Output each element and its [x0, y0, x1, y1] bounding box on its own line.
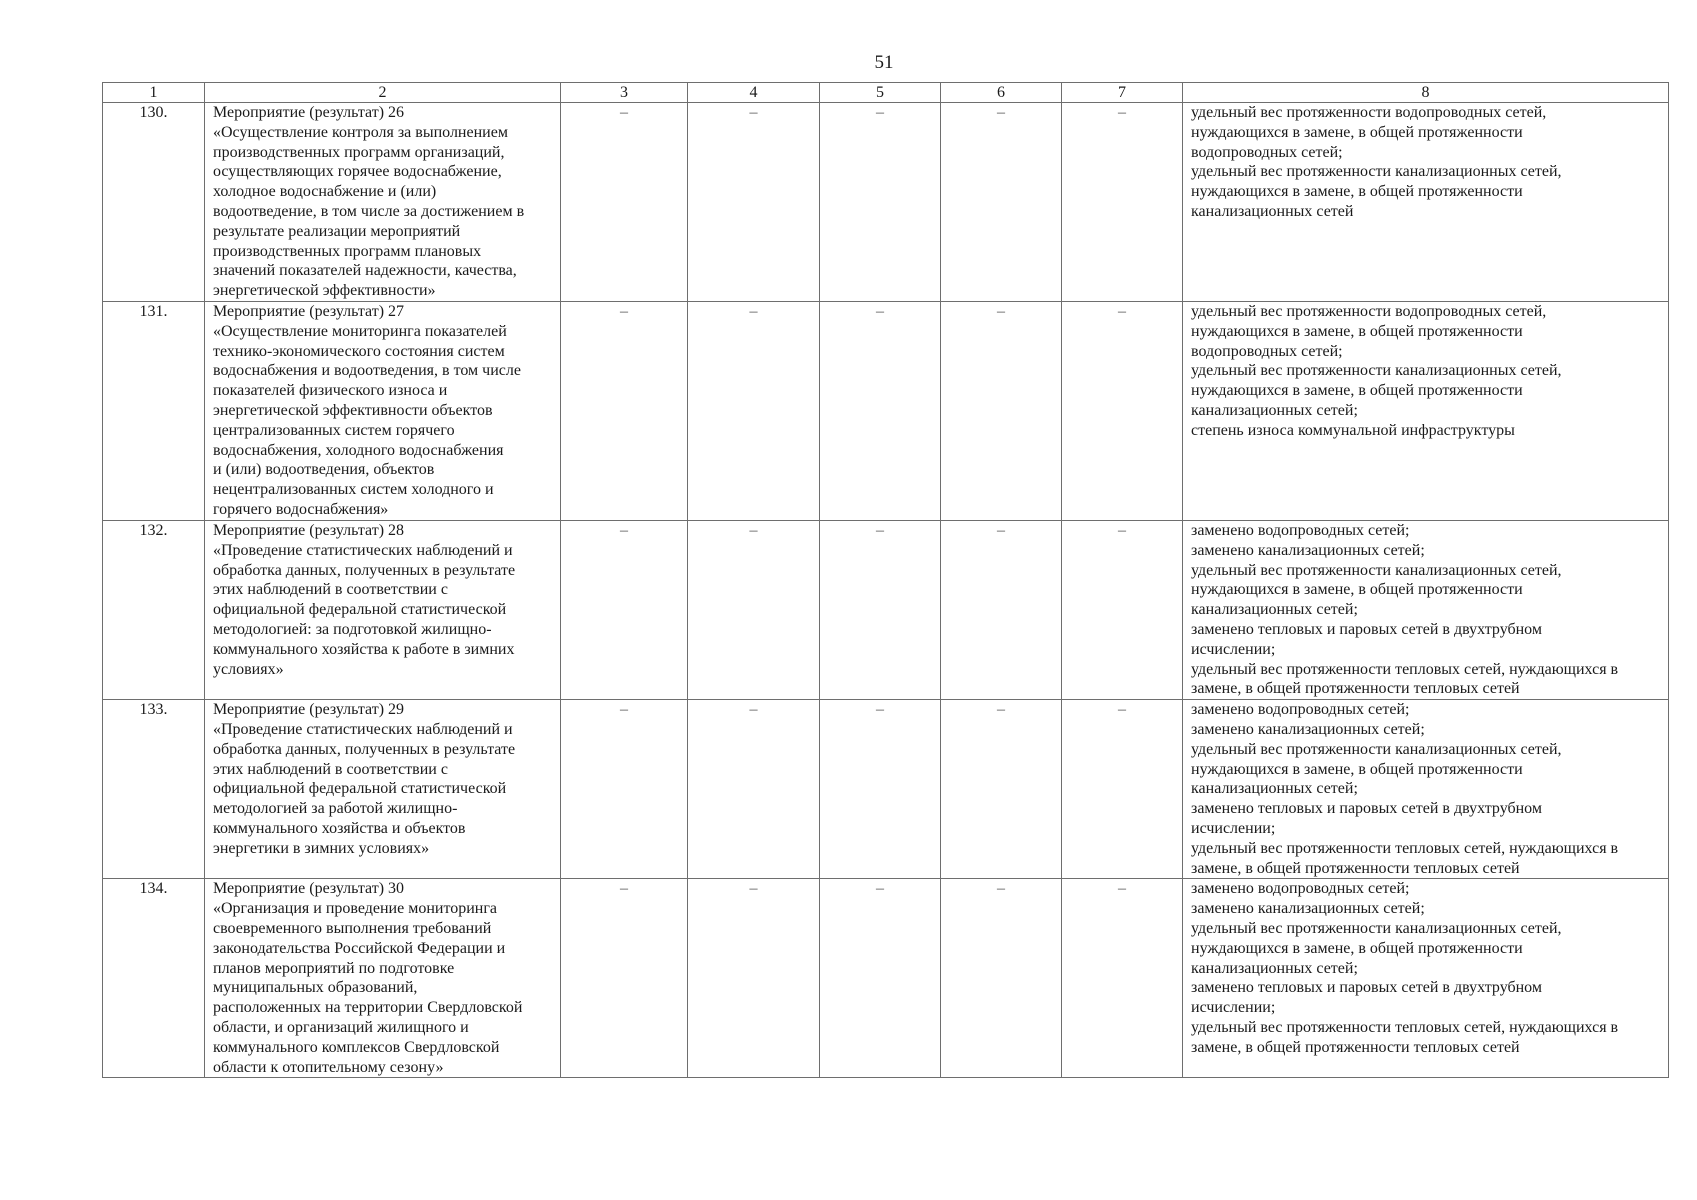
desc-line: коммунального хозяйства к работе в зимних: [213, 640, 515, 658]
desc-line: законодательства Российской Федерации и: [213, 939, 506, 957]
desc-line: обработка данных, полученных в результате: [213, 561, 516, 579]
desc-line: энергетики в зимних условиях»: [213, 839, 430, 857]
table-row: [103, 521, 1669, 700]
desc-line: энергетической эффективности объектов: [213, 401, 493, 419]
indicator-line: удельный вес протяженности тепловых сетей, нуждающихся в: [1191, 1018, 1619, 1036]
dash-cell: –: [820, 879, 941, 1078]
indicator-line: удельный вес протяженности тепловых сетей, нуждающихся в: [1191, 839, 1619, 857]
indicator-line: удельный вес протяженности канализационных сетей,: [1191, 163, 1562, 181]
desc-line: нецентрализованных систем холодного и: [213, 481, 494, 499]
indicator-line: исчислении;: [1191, 640, 1276, 658]
desc-line: значений показателей надежности, качества,: [213, 262, 517, 280]
indicators-cell: [1183, 879, 1669, 1078]
desc-line: Мероприятие (результат) 28: [213, 522, 405, 539]
desc-line: «Осуществление мониторинга показателей: [213, 322, 507, 340]
dash-cell: –: [1062, 521, 1183, 700]
indicator-line: заменено водопроводных сетей;: [1191, 701, 1410, 719]
dash-cell: –: [941, 700, 1062, 879]
desc-line: коммунального хозяйства и объектов: [213, 819, 466, 837]
indicator-line: водопроводных сетей;: [1191, 143, 1343, 161]
dash-cell: –: [1062, 700, 1183, 879]
indicators-cell: [1183, 302, 1669, 521]
indicator-line: нуждающихся в замене, в общей протяженности: [1191, 581, 1523, 599]
header-row: [103, 83, 1669, 103]
desc-line: методологией: за подготовкой жилищно-: [213, 620, 492, 638]
indicator-line: удельный вес протяженности канализационных сетей,: [1191, 362, 1562, 380]
column-header: 2: [205, 83, 561, 103]
desc-line: области, и организаций жилищного и: [213, 1018, 469, 1036]
indicator-line: водопроводных сетей;: [1191, 342, 1343, 360]
desc-line: горячего водоснабжения»: [213, 500, 389, 518]
indicator-line: заменено водопроводных сетей;: [1191, 522, 1410, 539]
dash-cell: –: [688, 103, 820, 302]
desc-line: этих наблюдений в соответствии с: [213, 760, 448, 778]
measure-description: [205, 103, 561, 302]
dash-cell: –: [820, 700, 941, 879]
indicator-line: замене, в общей протяженности тепловых сетей: [1191, 1038, 1520, 1056]
indicators-cell: [1183, 103, 1669, 302]
column-header: 5: [820, 83, 941, 103]
measures-table: [102, 82, 1669, 1078]
dash-cell: –: [688, 521, 820, 700]
dash-cell: –: [561, 521, 688, 700]
indicator-line: удельный вес протяженности тепловых сетей, нуждающихся в: [1191, 660, 1619, 678]
dash-cell: –: [688, 879, 820, 1078]
indicator-line: удельный вес протяженности канализационных сетей,: [1191, 740, 1562, 758]
indicator-line: заменено водопроводных сетей;: [1191, 880, 1410, 898]
dash-cell: –: [561, 103, 688, 302]
dash-cell: –: [1062, 103, 1183, 302]
indicator-line: удельный вес протяженности водопроводных сетей,: [1191, 104, 1547, 121]
desc-line: водоснабжения, холодного водоснабжения: [213, 441, 504, 459]
column-header: 4: [688, 83, 820, 103]
measure-description: [205, 302, 561, 521]
desc-line: официальной федеральной статистической: [213, 780, 507, 798]
desc-line: методологией за работой жилищно-: [213, 800, 458, 818]
indicator-line: замене, в общей протяженности тепловых сетей: [1191, 680, 1520, 698]
page-number: 51: [874, 52, 894, 73]
desc-line: «Организация и проведение мониторинга: [213, 900, 498, 918]
indicators-cell: [1183, 700, 1669, 879]
desc-line: «Проведение статистических наблюдений и: [213, 541, 513, 559]
dash-cell: –: [561, 879, 688, 1078]
dash-cell: –: [941, 302, 1062, 521]
indicator-line: исчислении;: [1191, 819, 1276, 837]
desc-line: муниципальных образований,: [213, 979, 418, 997]
dash-cell: –: [820, 521, 941, 700]
desc-line: производственных программ плановых: [213, 242, 482, 260]
dash-cell: –: [561, 302, 688, 521]
dash-cell: –: [941, 521, 1062, 700]
dash-cell: –: [1062, 879, 1183, 1078]
desc-line: официальной федеральной статистической: [213, 601, 507, 619]
indicator-line: заменено тепловых и паровых сетей в двухтрубном: [1191, 979, 1542, 997]
desc-line: обработка данных, полученных в результате: [213, 740, 516, 758]
column-header: 7: [1062, 83, 1183, 103]
desc-line: осуществляющих горячее водоснабжение,: [213, 163, 502, 181]
indicator-line: канализационных сетей: [1191, 202, 1354, 220]
column-header: 1: [103, 83, 205, 103]
desc-line: Мероприятие (результат) 29: [213, 701, 405, 719]
indicator-line: канализационных сетей;: [1191, 401, 1358, 419]
desc-line: условиях»: [213, 660, 284, 678]
indicators-cell: [1183, 521, 1669, 700]
indicator-line: канализационных сетей;: [1191, 601, 1358, 619]
desc-line: расположенных на территории Свердловской: [213, 999, 523, 1017]
desc-line: и (или) водоотведения, объектов: [213, 461, 435, 479]
indicator-line: канализационных сетей;: [1191, 959, 1358, 977]
indicator-line: степень износа коммунальной инфраструктуры: [1191, 421, 1515, 439]
dash-cell: –: [941, 879, 1062, 1078]
desc-line: результате реализации мероприятий: [213, 222, 461, 240]
column-header: 3: [561, 83, 688, 103]
measure-description: [205, 521, 561, 700]
desc-line: показателей физического износа и: [213, 382, 448, 400]
indicator-line: канализационных сетей;: [1191, 780, 1358, 798]
desc-line: планов мероприятий по подготовке: [213, 959, 455, 977]
indicator-line: заменено тепловых и паровых сетей в двухтрубном: [1191, 800, 1542, 818]
dash-cell: –: [820, 103, 941, 302]
indicator-line: нуждающихся в замене, в общей протяженности: [1191, 183, 1523, 201]
indicator-line: удельный вес протяженности водопроводных сетей,: [1191, 303, 1547, 320]
desc-line: Мероприятие (результат) 30: [213, 880, 405, 898]
indicator-line: нуждающихся в замене, в общей протяженности: [1191, 322, 1523, 340]
desc-line: энергетической эффективности»: [213, 282, 436, 300]
dash-cell: –: [688, 700, 820, 879]
indicator-line: заменено канализационных сетей;: [1191, 541, 1425, 559]
table-row: [103, 700, 1669, 879]
column-header: 8: [1183, 83, 1669, 103]
row-number: 130.: [103, 103, 205, 302]
indicator-line: удельный вес протяженности канализационных сетей,: [1191, 561, 1562, 579]
desc-line: коммунального комплексов Свердловской: [213, 1038, 500, 1056]
desc-line: Мероприятие (результат) 26: [213, 104, 405, 121]
table-row: [103, 302, 1669, 521]
indicator-line: заменено канализационных сетей;: [1191, 900, 1425, 918]
dash-cell: –: [561, 700, 688, 879]
indicator-line: нуждающихся в замене, в общей протяженности: [1191, 123, 1523, 141]
measure-description: [205, 700, 561, 879]
dash-cell: –: [1062, 302, 1183, 521]
indicator-line: нуждающихся в замене, в общей протяженности: [1191, 382, 1523, 400]
row-number: 134.: [103, 879, 205, 1078]
desc-line: водоотведение, в том числе за достижением в: [213, 202, 525, 220]
dash-cell: –: [820, 302, 941, 521]
desc-line: централизованных систем горячего: [213, 421, 455, 439]
indicator-line: нуждающихся в замене, в общей протяженности: [1191, 760, 1523, 778]
desc-line: этих наблюдений в соответствии с: [213, 581, 448, 599]
measure-description: [205, 879, 561, 1078]
indicator-line: заменено тепловых и паровых сетей в двухтрубном: [1191, 620, 1542, 638]
desc-line: холодное водоснабжение и (или): [213, 183, 437, 201]
desc-line: Мероприятие (результат) 27: [213, 303, 405, 320]
indicator-line: нуждающихся в замене, в общей протяженности: [1191, 939, 1523, 957]
dash-cell: –: [688, 302, 820, 521]
table-row: [103, 103, 1669, 302]
desc-line: «Проведение статистических наблюдений и: [213, 720, 513, 738]
row-number: 131.: [103, 302, 205, 521]
row-number: 133.: [103, 700, 205, 879]
indicator-line: удельный вес протяженности канализационных сетей,: [1191, 919, 1562, 937]
desc-line: «Осуществление контроля за выполнением: [213, 123, 508, 141]
column-header: 6: [941, 83, 1062, 103]
table-row: [103, 879, 1669, 1078]
desc-line: производственных программ организаций,: [213, 143, 505, 161]
dash-cell: –: [941, 103, 1062, 302]
desc-line: водоснабжения и водоотведения, в том числе: [213, 362, 521, 380]
desc-line: области к отопительному сезону»: [213, 1058, 444, 1076]
desc-line: своевременного выполнения требований: [213, 919, 492, 937]
indicator-line: заменено канализационных сетей;: [1191, 720, 1425, 738]
indicator-line: исчислении;: [1191, 999, 1276, 1017]
indicator-line: замене, в общей протяженности тепловых сетей: [1191, 859, 1520, 877]
row-number: 132.: [103, 521, 205, 700]
desc-line: технико-экономического состояния систем: [213, 342, 505, 360]
